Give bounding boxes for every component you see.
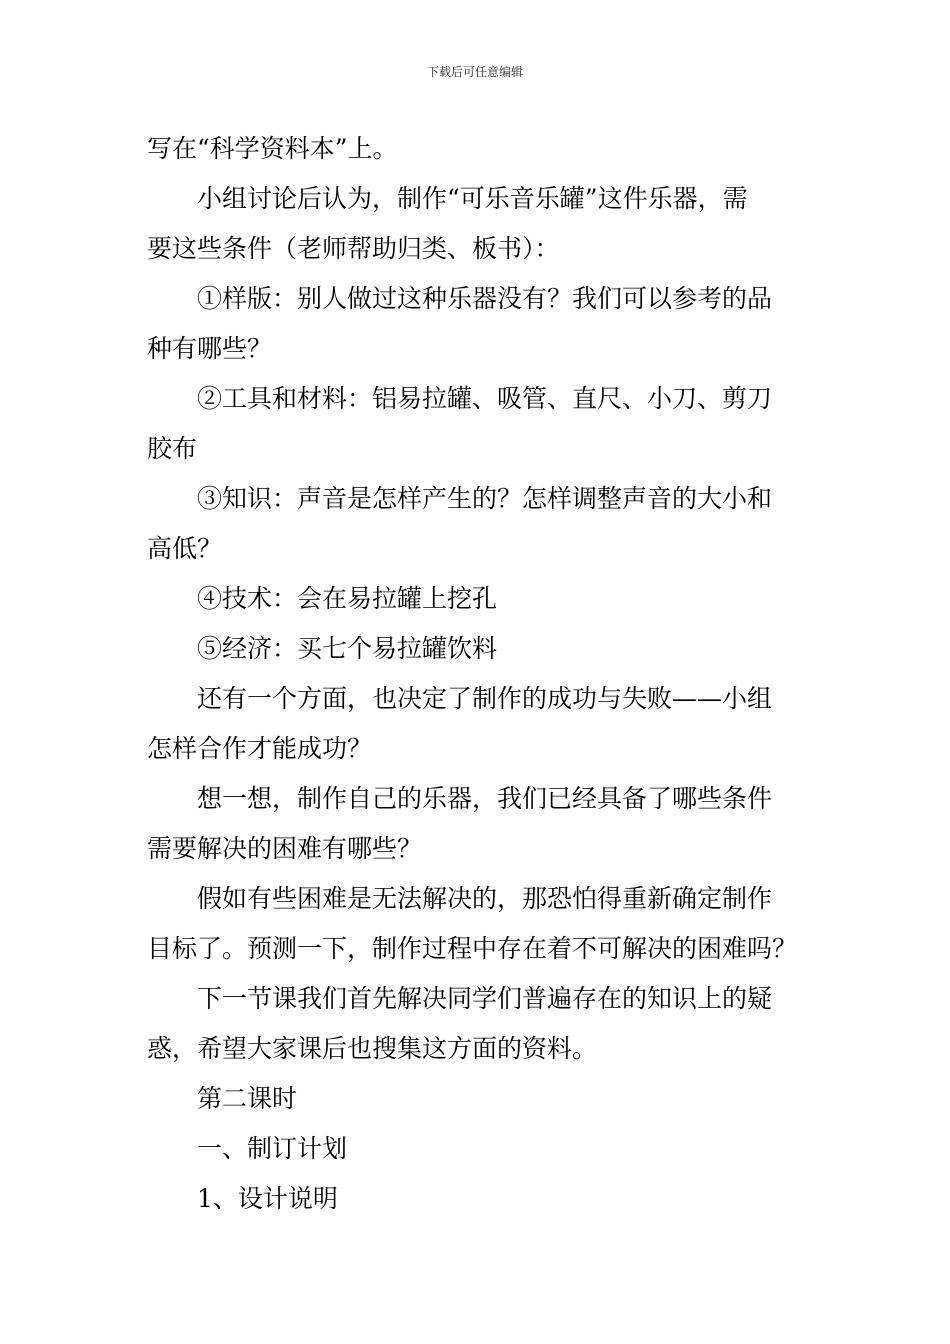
- text-line: 目标了。预测一下，制作过程中存在着不可解决的困难吗？: [147, 934, 798, 963]
- text-line: 想一想，制作自己的乐器，我们已经具备了哪些条件: [197, 784, 773, 813]
- text-line: ①样版：别人做过这种乐器没有？我们可以参考的品: [197, 284, 773, 313]
- text-line: 惑，希望大家课后也搜集这方面的资料。: [147, 1034, 598, 1063]
- text-line: 高低？: [147, 534, 223, 563]
- text-line: 还有一个方面，也决定了制作的成功与失败——小组: [197, 684, 773, 713]
- text-line: 写在“科学资料本”上。: [147, 134, 398, 163]
- page-header: 下载后可任意编辑: [426, 65, 523, 79]
- text-line: 小组讨论后认为，制作“可乐音乐罐”这件乐器，需: [197, 184, 748, 213]
- text-line: ③知识：声音是怎样产生的？怎样调整声音的大小和: [197, 484, 773, 513]
- text-line: 要这些条件（老师帮助归类、板书）：: [147, 234, 560, 263]
- section-heading: 一、制订计划: [197, 1134, 348, 1163]
- text-line: 怎样合作才能成功？: [147, 734, 373, 763]
- subsection-heading: 1、设计说明: [197, 1184, 338, 1213]
- text-line: 种有哪些？: [147, 334, 273, 363]
- text-line: ⑤经济：买七个易拉罐饮料: [197, 634, 498, 663]
- text-line: ②工具和材料：铝易拉罐、吸管、直尺、小刀、剪刀: [197, 384, 773, 413]
- text-line: 胶布: [147, 434, 198, 463]
- text-line: 假如有些困难是无法解决的，那恐怕得重新确定制作: [197, 884, 773, 913]
- text-line: ④技术：会在易拉罐上挖孔: [197, 584, 498, 613]
- section-heading: 第二课时: [197, 1084, 298, 1113]
- text-line: 需要解决的困难有哪些？: [147, 834, 423, 863]
- text-line: 下一节课我们首先解决同学们普遍存在的知识上的疑: [197, 984, 773, 1013]
